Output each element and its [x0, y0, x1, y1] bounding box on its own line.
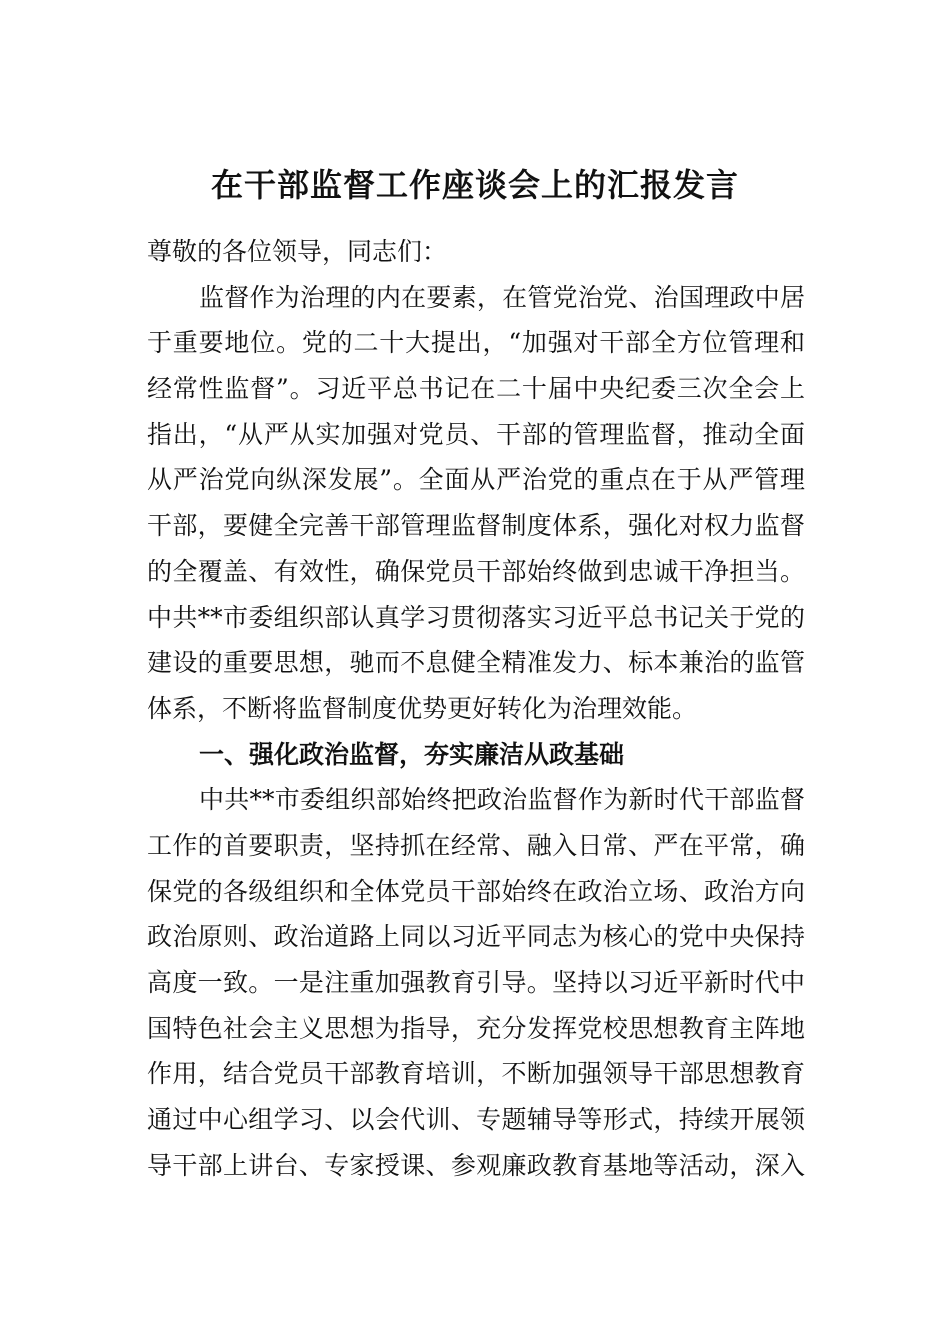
paragraph-line: 保党的各级组织和全体党员干部始终在政治立场、政治方向: [147, 876, 805, 906]
paragraph-line: 导干部上讲台、专家授课、参观廉政教育基地等活动，深入: [147, 1150, 805, 1180]
paragraph-line: 干部，要健全完善干部管理监督制度体系，强化对权力监督: [147, 511, 805, 541]
document-title: 在干部监督工作座谈会上的汇报发言: [210, 166, 739, 204]
paragraph-line: 于重要地位。党的二十大提出，“加强对干部全方位管理和: [147, 328, 805, 358]
document-body: [147, 229, 805, 1188]
paragraph-line: 建设的重要思想，驰而不息健全精准发力、标本兼治的监管: [147, 648, 805, 678]
paragraph-line: 政治原则、政治道路上同以习近平同志为核心的党中央保持: [147, 922, 805, 952]
paragraph-line: 中共**市委组织部始终把政治监督作为新时代干部监督: [199, 785, 805, 815]
paragraph-line: 作用，结合党员干部教育培训，不断加强领导干部思想教育: [147, 1059, 805, 1089]
paragraph-line: 国特色社会主义思想为指导，充分发挥党校思想教育主阵地: [147, 1013, 805, 1043]
paragraph-line: 高度一致。一是注重加强教育引导。坚持以习近平新时代中: [147, 968, 805, 997]
paragraph-line: 工作的首要职责，坚持抓在经常、融入日常、严在平常，确: [147, 830, 805, 860]
paragraph-line: 体系，不断将监督制度优势更好转化为治理效能。: [147, 693, 698, 723]
paragraph-line: 从严治党向纵深发展”。全面从严治党的重点在于从严管理: [147, 465, 805, 495]
salutation: 尊敬的各位领导，同志们：: [147, 237, 448, 266]
paragraph-line: 通过中心组学习、以会代训、专题辅导等形式，持续开展领: [147, 1105, 805, 1135]
paragraph-line: 中共**市委组织部认真学习贯彻落实习近平总书记关于党的: [147, 602, 805, 632]
paragraph-line: 的全覆盖、有效性，确保党员干部始终做到忠诚干净担当。: [147, 556, 805, 586]
paragraph-line: 指出，“从严从实加强对党员、干部的管理监督，推动全面: [147, 419, 805, 449]
section-heading: 一、强化政治监督，夯实廉洁从政基础: [199, 739, 625, 769]
paragraph-line: 经常性监督”。习近平总书记在二十届中央纪委三次全会上: [147, 374, 805, 404]
paragraph-line: 监督作为治理的内在要素，在管党治党、治国理政中居: [199, 282, 805, 312]
